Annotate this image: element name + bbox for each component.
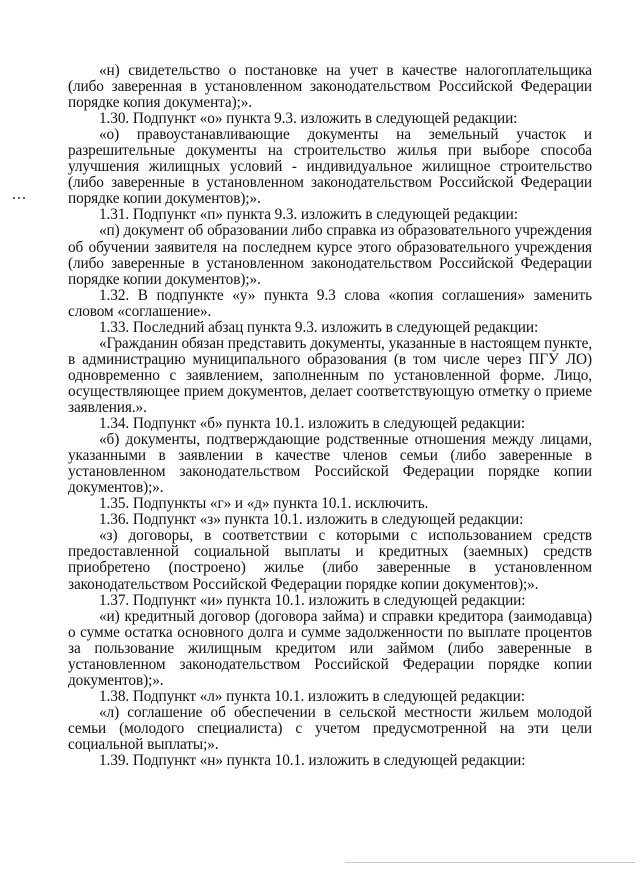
document-page xyxy=(68,63,592,769)
paragraph-n-clause: «н) свидетельство о постановке на учет в качестве налогоплательщика (либо заверенная в установленном законодательством Российской Федерации порядке копия документа);». xyxy=(68,62,592,112)
paragraph-1-39-heading: 1.39. Подпункт «н» пункта 10.1. изложить в следующей редакции: xyxy=(99,752,526,770)
paragraph-1-30-heading: 1.30. Подпункт «о» пункта 9.3. изложить в следующей редакции: xyxy=(99,110,518,128)
paragraph-b-clause: «б) документы, подтверждающие родственные отношения между лицами, указанными в заявлении в качестве членов семьи (либо заверенные в установленном законодательством Российской Федерации порядке копии документов);». xyxy=(68,431,592,497)
paragraph-i-clause: «и) кредитный договор (договора займа) и справки кредитора (заимодавца) о сумме остатка основного долга и сумме задолженности по выплате процентов за пользование жилищным кредитом или займом (либо заверенные в установленном законодательством Российской Федерации порядке копии документов);». xyxy=(68,607,592,689)
paragraph-p-clause: «п) документ об образовании либо справка из образовательного учреждения об обучении заявителя на последнем курсе этого образовательного учреждения (либо заверенные в установленном законодательством Российской Федерации порядке копии документов);». xyxy=(68,222,592,288)
paragraph-o-clause: «о) правоустанавливающие документы на земельный участок и разрешительные документы на строительство жилья при выборе способа улучшения жилищных условий - индивидуальное жилищное строительство (либо заверенные в установленном законодательством Российской Федерации порядке копии документов);». xyxy=(68,126,592,208)
paragraph-1-32: 1.32. В подпункте «у» пункта 9.3 слова «копия соглашения» заменить словом «соглашение». xyxy=(68,286,592,320)
paragraph-1-33-heading: 1.33. Последний абзац пункта 9.3. изложить в следующей редакции: xyxy=(99,318,539,336)
scan-bottom-rule xyxy=(345,862,635,863)
paragraph-1-38-heading: 1.38. Подпункт «л» пункта 10.1. изложить в следующей редакции: xyxy=(99,687,525,705)
paragraph-1-36-heading: 1.36. Подпункт «з» пункта 10.1. изложить в следующей редакции: xyxy=(99,511,524,529)
paragraph-citizen-clause: «Гражданин обязан представить документы, указанные в настоящем пункте, в администрацию муниципального образования (в том числе через ПГУ ЛО) одновременно с заявлением, заполненным по установленной форме. Лицо, осуществляющее прием документов, делает соответствующую отметку о приеме заявления.». xyxy=(68,334,592,416)
paragraph-1-31-heading: 1.31. Подпункт «п» пункта 9.3. изложить в следующей редакции: xyxy=(99,206,518,224)
paragraph-1-34-heading: 1.34. Подпункт «б» пункта 10.1. изложить в следующей редакции: xyxy=(99,415,525,433)
paragraph-l-clause: «л) соглашение об обеспечении в сельской местности жильем молодой семьи (молодого специалиста) с учетом предусмотренной на эти цели социальной выплаты;». xyxy=(68,703,592,753)
paragraph-1-35: 1.35. Подпункты «г» и «д» пункта 10.1. исключить. xyxy=(99,495,429,513)
paragraph-1-37-heading: 1.37. Подпункт «и» пункта 10.1. изложить в следующей редакции: xyxy=(99,591,526,609)
paragraph-z-clause: «з) договоры, в соответствии с которыми с использованием средств предоставленной социальной выплаты и кредитных (заемных) средств приобретено (построено) жилье (либо заверенные в установленном законодательством Российской Федерации порядке копии документов);». xyxy=(68,527,592,593)
scan-artifact-mark xyxy=(13,197,27,201)
